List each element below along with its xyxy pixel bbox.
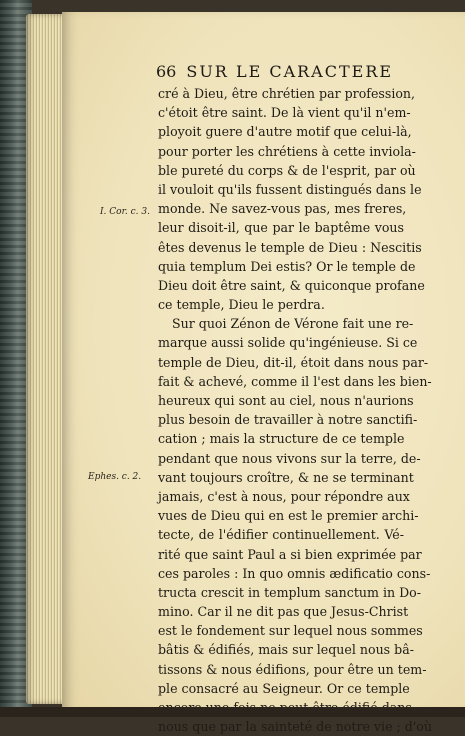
text-line: Dieu doit être saint, & quiconque profane (158, 277, 425, 293)
text-line: ces paroles : In quo omnis ædificatio cons- (158, 565, 431, 581)
text-line: tecte, de l'édifier continuellement. Vé- (158, 527, 404, 543)
text-line: tissons & nous édifions, pour être un tem- (158, 661, 427, 677)
text-line: ple consacré au Seigneur. Or ce temple (158, 680, 410, 696)
text-line: mino. Car il ne dit pas que Jesus-Christ (158, 604, 409, 620)
margin-note-cor: I. Cor. c. 3. (100, 207, 150, 217)
running-title: SUR LE CARACTERE (186, 62, 394, 81)
text-line: temple de Dieu, dit-il, étoit dans nous par- (158, 354, 429, 370)
text-line: rité que saint Paul a si bien exprimée par (158, 546, 422, 562)
text-line: est le fondement sur lequel nous sommes (158, 623, 423, 639)
text-line: cré à Dieu, être chrétien par profession, (158, 86, 416, 101)
text-line: nous que par la sainteté de notre vie ; d'où (158, 719, 432, 735)
text-line: êtes devenus le temple de Dieu : Nescitis (158, 239, 422, 255)
text-line: Sur quoi Zénon de Vérone fait une re- (172, 316, 414, 332)
text-line: leur disoit-il, que par le baptême vous (158, 220, 404, 236)
text-line: vues de Dieu qui en est le premier archi- (158, 508, 419, 524)
text-line: c'étoit être saint. De là vient qu'il n'em- (158, 105, 411, 121)
text-line: pendant que nous vivons sur la terre, de- (158, 450, 421, 466)
text-line: plus besoin de travailler à notre sanctifi- (158, 412, 418, 428)
text-line: ce temple, Dieu le perdra. (158, 297, 325, 313)
text-line: bâtis & édifiés, mais sur lequel nous bâ- (158, 642, 414, 658)
margin-note-ephes: Ephes. c. 2. (88, 472, 142, 482)
text-line: ble pureté du corps & de l'esprit, par où (158, 162, 416, 178)
text-line: jamais, c'est à nous, pour répondre aux (158, 488, 410, 504)
text-line: ployoit guere d'autre motif que celui-là, (158, 124, 412, 140)
text-line: quia templum Dei estis? Or le temple de (158, 258, 416, 274)
text-line: il vouloit qu'ils fussent distingués dans le (158, 181, 422, 197)
text-line: cation ; mais la structure de ce temple (158, 431, 405, 447)
text-line: vant toujours croître, & ne se terminant (158, 469, 414, 485)
text-line: monde. Ne savez-vous pas, mes freres, (158, 201, 407, 217)
text-line: pour porter les chrétiens à cette inviola- (158, 143, 416, 159)
text-line: marque aussi solide qu'ingénieuse. Si ce (158, 335, 418, 351)
page-header (156, 62, 396, 84)
text-line: fait & achevé, comme il l'est dans les bien- (158, 373, 432, 389)
text-line: tructa crescit in templum sanctum in Do- (158, 584, 422, 600)
bottom-edge (0, 707, 465, 717)
page-number: 66 (156, 62, 177, 81)
body-text (158, 84, 432, 736)
text-line: heureux qui sont au ciel, nous n'aurions (158, 393, 414, 408)
